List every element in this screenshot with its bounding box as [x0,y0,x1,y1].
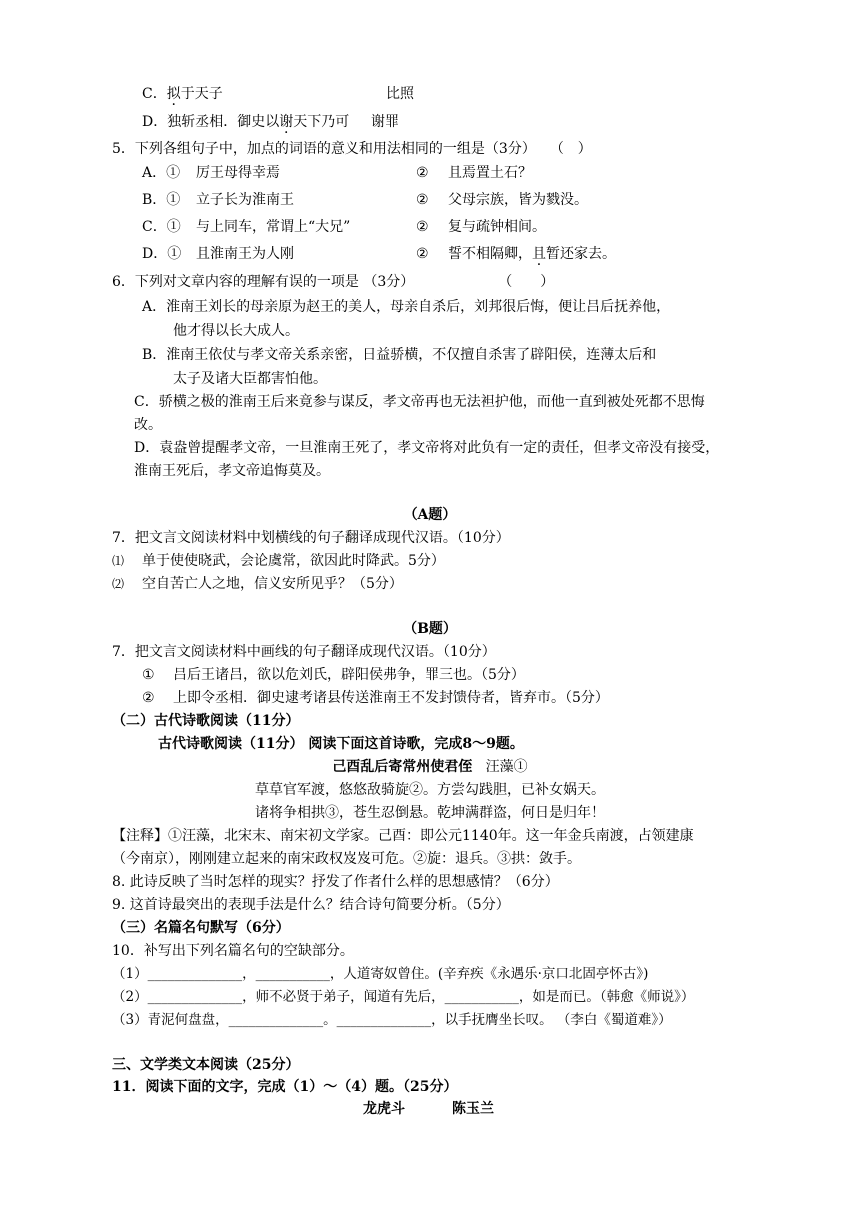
q5-option-d-s2: 誓不相隔卿，且暂还家去。 [448,246,616,262]
q10-line-3: （3）青泥何盘盘，______________。______________，以手抚膺坐长叹。 （李白《蜀道难》） [112,1012,672,1028]
q6-option-c-line1: C．骄横之极的淮南王后来竟参与谋反，孝文帝再也无法袒护他，而他一直到被处死都不思悔 [134,394,705,410]
q4-option-c-answer: 比照 [386,86,414,102]
q10: 10．补写出下列名篇名句的空缺部分。 [112,943,354,959]
q5-option-d-s1: 且淮南王为人刚 [196,246,294,262]
q6-option-d-line1: D．袁盎曾提醒孝文帝，一旦淮南王死了，孝文帝将对此负有一定的责任，但孝文帝没有接受， [134,440,720,456]
q5-option-b-s1: 立子长为淮南王 [196,192,294,208]
section-a-item2: 空自苦亡人之地，信义安所见乎？（5分） [142,576,403,592]
q6-option-b-line1: B．淮南王依仗与孝文帝关系亲密，日益骄横，不仅擅自杀害了辟阳侯，连薄太后和 [142,347,657,363]
q10-line-1: （1）______________，___________，人道寄奴曾住。(辛弃疾《永遇乐·京口北固亭怀古》) [112,966,649,982]
q5-option-b-label: B．① [142,192,181,208]
q6-option-c-line2: 改。 [134,417,162,433]
q10-line-2: （2）______________，师不必贤于弟子，闻道有先后，___________，如是而已。（韩愈《师说》） [112,989,695,1005]
q5-option-b-m2: ② [416,192,429,208]
section-a-item1: 单于使使晓武，会论虞常，欲因此时降武。5分） [142,553,445,569]
section-a-item1-mark: ⑴ [112,554,125,568]
q5-option-a-s2: 且焉置土石？ [448,165,532,181]
q8: 8. 此诗反映了当时怎样的现实？抒发了作者什么样的思想感情？（6分） [112,874,559,890]
q5-option-c-m2: ② [416,219,429,235]
q5-option-b-s2: 父母宗族，皆为戮没。 [448,192,588,208]
q5-option-a-m2: ② [416,165,429,181]
emphasis-char: 拟 [166,86,181,102]
poetry-intro: 古代诗歌阅读（11分） 阅读下面这首诗歌，完成8～9题。 [158,736,524,752]
section-b-item1: 吕后王诸吕，欲以危刘氏，辟阳侯弗争，罪三也。（5分） [173,667,525,683]
poem-author: 汪藻① [485,759,528,775]
q6-stem: 6．下列对文章内容的理解有误的一项是 （3分） （ ） [112,274,555,290]
poem-line-2: 诸将争相拱③，苍生忍倒悬。乾坤满群盗，何日是归年！ [255,805,605,821]
section-b-item2-mark: ② [142,690,155,706]
section-b-item1-mark: ① [142,667,155,683]
section-b-q7: 7．把文言文阅读材料中画线的句子翻译成现代汉语。（10分） [112,644,496,660]
poem-line-1: 草草官军渡，悠悠敌骑旋②。方尝勾践胆，已补女娲天。 [255,782,605,798]
section-a-title: （A题） [403,507,457,523]
story-author: 陈玉兰 [452,1101,494,1117]
q6-option-b-line2: 太子及诸大臣都害怕他。 [173,371,327,387]
section-b-item2: 上即令丞相．御史逮考诸县传送淮南王不发封馈侍者，皆弃市。（5分） [173,690,609,706]
q5-option-a-label: A．① [142,165,181,181]
section-a-item2-mark: ⑵ [112,577,125,591]
emphasis-char: 谢 [279,114,294,130]
famous-heading: （三）名篇名句默写（6分） [112,920,290,936]
q6-option-d-line2: 淮南王死后，孝文帝追悔莫及。 [134,463,330,479]
poem-title: 己酉乱后寄常州使君侄 [332,759,473,775]
q5-option-c-label: C．① [142,219,181,235]
q11: 11．阅读下面的文字，完成（1）～（4）题。（25分） [112,1079,458,1095]
section-b-title: （B题） [403,621,457,637]
q5-stem: 5．下列各组句子中，加点的词语的意义和用法相同的一组是（3分） （ ） [112,141,592,157]
poem-heading [0,757,860,777]
q6-option-a-line1: A．淮南王刘长的母亲原为赵王的美人，母亲自杀后，刘邦很后悔，便让吕后抚养他， [142,299,671,315]
q5-option-a-s1: 厉王母得幸焉 [196,165,280,181]
poem-note-line1: 【注释】①汪藻，北宋末、南宋初文学家。己酉：即公元1140年。这一年金兵南渡，占领建康 [112,828,694,844]
q4-option-d-answer: 谢罪 [371,114,399,130]
poetry-heading: （二）古代诗歌阅读（11分） [112,713,300,729]
q5-option-d-m2: ② [416,246,429,262]
q4-option-d: D．独斩丞相．御史以谢天下乃可 [142,114,350,130]
q4-option-c: C．拟于天子 [142,86,223,102]
emphasis-char: 且 [532,246,546,262]
q5-option-c-s1: 与上同车，常谓上“大兄” [196,219,351,235]
poem-note-line2: （今南京），刚刚建立起来的南宋政权岌岌可危。②旋：退兵。③拱：敛手。 [112,851,581,867]
q9: 9. 这首诗最突出的表现手法是什么？结合诗句简要分析。（5分） [112,897,510,913]
literature-heading: 三、文学类文本阅读（25分） [112,1057,300,1073]
q6-option-a-line2: 他才得以长大成人。 [173,323,299,339]
q5-option-c-s2: 复与疏钟相间。 [448,219,546,235]
q5-option-d-label: D．① [142,246,182,262]
section-a-q7: 7．把文言文阅读材料中划横线的句子翻译成现代汉语。（10分） [112,530,510,546]
story-title: 龙虎斗 [363,1101,405,1117]
